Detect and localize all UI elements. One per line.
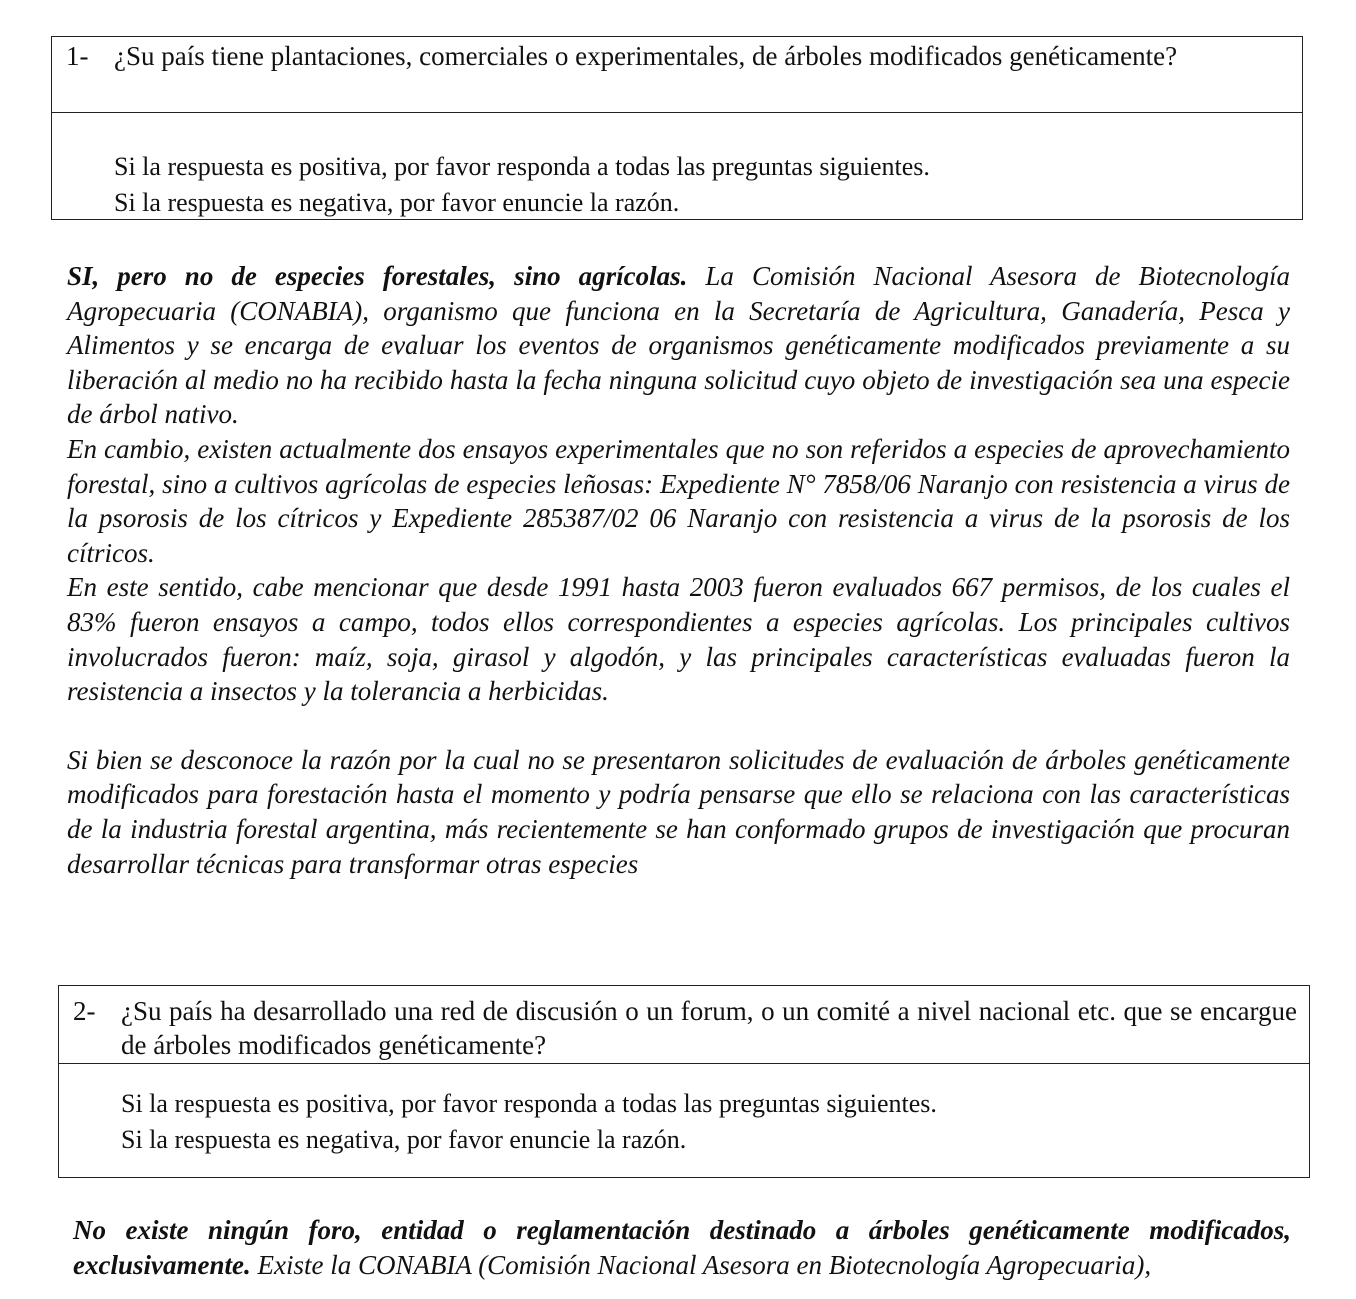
question-1-instruction-positive: Si la respuesta es positiva, por favor responda a todas las preguntas siguientes.: [114, 152, 930, 181]
answer-2: [73, 1213, 1291, 1282]
answer-2-rest: Existe la CONABIA (Comisión Nacional Asesora en Biotecnología Agropecuaria),: [257, 1249, 1152, 1280]
question-1-number: 1-: [66, 41, 89, 71]
answer-2-lead: No existe ningún foro, entidad o reglamentación destinado a árboles genéticamente modificados, exclusivamente.: [73, 1215, 1291, 1280]
question-2-header: [59, 986, 1309, 1064]
answer-2-paragraph: [73, 1213, 1291, 1282]
answer-1-lead: SI, pero no de especies forestales, sino agrícolas.: [67, 261, 688, 291]
answer-1-paragraph-4: Si bien se desconoce la razón por la cual no se presentaron solicitudes de evaluación de árboles genéticamente modificados para forestación hasta el momento y podría pensarse que ello se relaciona con las características de la industria forestal argentina, más recientemente se han conformado grupos de investigación que procuran desarrollar técnicas para transformar otras especies: [67, 744, 1290, 879]
question-1-text: ¿Su país tiene plantaciones, comerciales o experimentales, de árboles modificados genéticamente?: [114, 41, 1178, 71]
answer-1-paragraph-2: En cambio, existen actualmente dos ensayos experimentales que no son referidos a especies de aprovechamiento forestal, sino a cultivos agrícolas de especies leñosas: Expediente N° 7858/06 Naranjo con resistencia a virus de la psorosis de los cítricos y Expediente 285387/02 06 Naranjo con resistencia a virus de la psorosis de los cítricos.: [67, 433, 1290, 568]
answer-1-paragraph-1: [67, 259, 1290, 432]
question-1-header: [52, 37, 1302, 113]
answer-1-paragraph-3: En este sentido, cabe mencionar que desde 1991 hasta 2003 fueron evaluados 667 permisos, de los cuales el 83% fueron ensayos a campo, todos ellos correspondientes a especies agrícolas. Los principales cultivos involucrados fueron: maíz, soja, girasol y algodón, y las principales características evaluadas fueron la resistencia a insectos y la tolerancia a herbicidas.: [67, 572, 1290, 707]
answer-1: [67, 259, 1290, 881]
question-2-text: ¿Su país ha desarrollado una red de discusión o un forum, o un comité a nivel nacional etc. que se encargue de árboles modificados genéticamente?: [121, 996, 1297, 1060]
question-2-number: 2-: [73, 996, 96, 1026]
question-2-box: [58, 985, 1310, 1178]
question-1-box: [51, 36, 1303, 220]
answer-1-paragraph-1-rest: La Comisión Nacional Asesora de Biotecnología Agropecuaria (CONABIA), organismo que funciona en la Secretaría de Agricultura, Ganadería, Pesca y Alimentos y se encarga de evaluar los eventos de organismos genéticamente modificados previamente a su liberación al medio no ha recibido hasta la fecha ninguna solicitud cuyo objeto de investigación sea una especie de árbol nativo.: [67, 261, 1290, 430]
question-2-instruction-positive: Si la respuesta es positiva, por favor responda a todas las preguntas siguientes.: [121, 1089, 937, 1118]
question-2-instructions: [59, 1064, 1309, 1158]
question-1-instruction-negative: Si la respuesta es negativa, por favor enuncie la razón.: [114, 188, 680, 217]
question-1-instructions: [52, 113, 1302, 221]
question-2-instruction-negative: Si la respuesta es negativa, por favor enuncie la razón.: [121, 1125, 687, 1154]
